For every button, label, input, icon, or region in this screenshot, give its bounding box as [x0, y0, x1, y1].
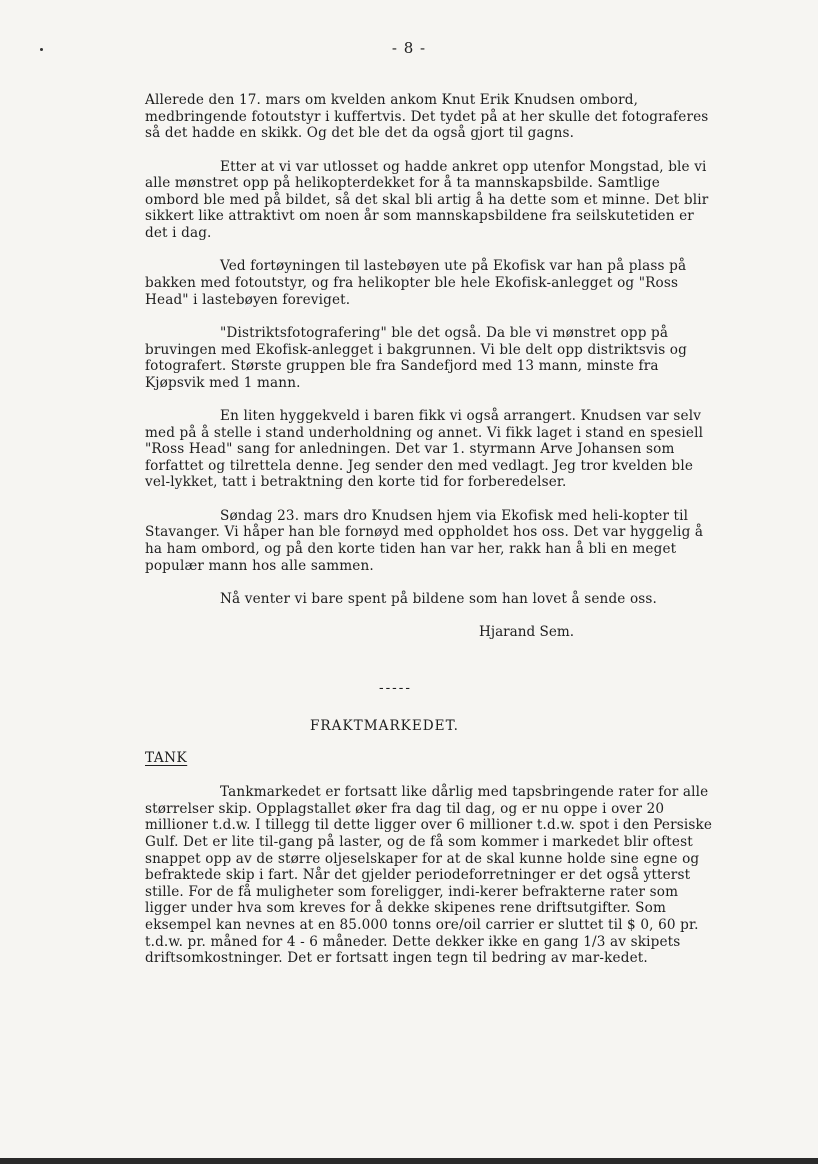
paragraph-district-photos: "Distriktsfotografering" ble det også. Da ble vi mønstret opp på bruvingen med Ekofisk-anlegget i bakgrunnen. Vi ble delt opp distriktsvis og fotografert. Største gruppen ble fra Sandefjord med 13 mann, minste fra Kjøpsvik med 1 mann.	[145, 324, 687, 391]
paragraph-crew-photo: Etter at vi var utlosset og hadde ankret opp utenfor Mongstad, ble vi alle mønstret opp på helikopterdekket for å ta mannskapsbilde. Samtlige ombord ble med på bildet, så det skal bli artig å ha dette som et minne. Det blir sikkert like attraktivt om noen år som mannskapsbildene fra seilskutetiden er det i dag.	[145, 158, 709, 241]
signature: Hjarand Sem.	[479, 623, 575, 640]
paragraph-waiting-photos: Nå venter vi bare spent på bildene som han lovet å sende oss.	[220, 591, 658, 608]
paragraph-departure: Søndag 23. mars dro Knudsen hjem via Ekofisk med heli-kopter til Stavanger. Vi håper han ble fornøyd med oppholdet hos oss. Det var hyggelig å ha ham ombord, og på den korte tiden han var her, rakk han å bli en meget populær mann hos alle sammen.	[145, 507, 704, 574]
paragraph-party-evening: En liten hyggekveld i baren fikk vi også arrangert. Knudsen var selv med på å stelle i stand underholdning og annet. Vi fikk laget i stand en spesiell "Ross Head" sang for anledningen. Det var 1. styrmann Arve Johansen som forfattet og tilrettela denne. Jeg sender den med vedlagt. Jeg tror kvelden ble vel-lykket, tatt i betraktning den korte tid for forberedelser.	[145, 408, 704, 491]
section-title: FRAKTMARKEDET.	[310, 718, 459, 735]
subsection-heading-tank: TANK	[145, 750, 188, 767]
paragraph-arrival: Allerede den 17. mars om kvelden ankom Knut Erik Knudsen ombord, medbringende fotoutstyr i kuffertvis. Det tydet på at her skulle det fotograferes så det hadde en skikk. Og det ble det da også gjort til gagns.	[145, 92, 709, 142]
section-divider: -----	[379, 680, 412, 697]
page-number: - 8 -	[391, 39, 427, 57]
paragraph-tank-market: Tankmarkedet er fortsatt like dårlig med tapsbringende rater for alle størrelser skip. Opplagstallet øker fra dag til dag, og er nu oppe i over 20 millioner t.d.w. I tillegg til dette ligger over 6 millioner t.d.w. spot i den Persiske Gulf. Det er lite til-gang på laster, og de få som kommer i markedet blir oftest snappet opp av de større oljeselskaper for at de skal kunne holde sine egne og befraktede skip i fart. Når det gjelder periodeforretninger er det også ytterst stille. For de få muligheter som foreligger, indi-kerer befrakterne rater som ligger under hva som kreves for å dekke skipenes rene driftsutgifter. Som eksempel kan nevnes at en 85.000 tonns ore/oil carrier er sluttet til $ 0, 60 pr. t.d.w. pr. måned for 4 - 6 måneder. Dette dekker ikke en gang 1/3 av skipets driftsomkostninger. Det er fortsatt ingen tegn til bedring av mar-kedet.	[145, 784, 713, 967]
page-bottom-edge	[0, 1158, 818, 1164]
letter-body	[145, 92, 715, 967]
paragraph-ekofisk-mooring: Ved fortøyningen til lastebøyen ute på Ekofisk var han på plass på bakken med fotoutstyr, og fra helikopter ble hele Ekofisk-anlegget og "Ross Head" i lastebøyen foreviget.	[145, 258, 687, 308]
